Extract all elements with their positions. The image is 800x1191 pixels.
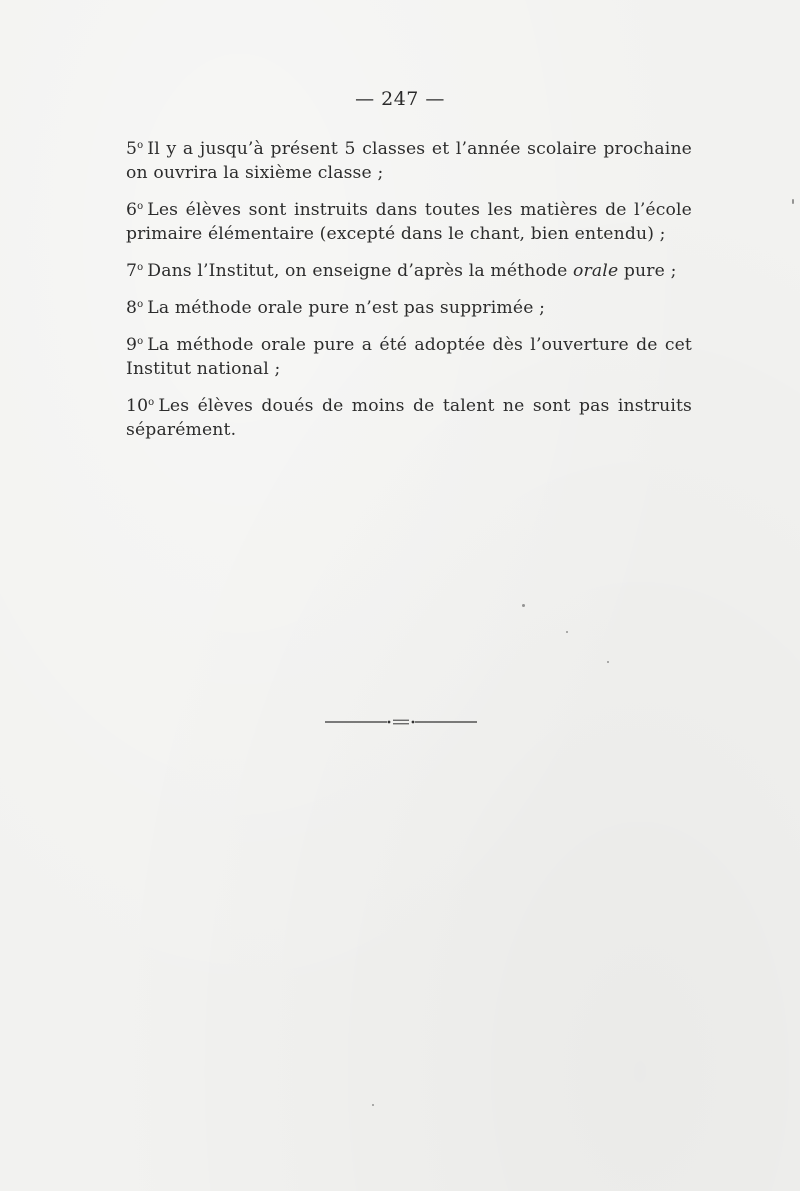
item-number: 8$^o$ [126,298,144,318]
item-text: Les élèves doués de moins de talent ne sont pas instruits séparément. [126,396,692,440]
item-number: 9$^o$ [126,335,144,355]
item-text: La méthode orale pure a été adoptée dès l’ouverture de cet Institut national ; [126,335,692,379]
list-item [104,195,692,246]
paper-speck [792,199,794,204]
list-item [104,256,692,283]
item-number: 5$^o$ [126,139,144,159]
item-text: Il y a jusqu’à présent 5 classes et l’année scolaire prochaine on ouvrira la sixième classe ; [126,139,692,183]
item-number: 10$^o$ [126,396,155,416]
item-emphasis: orale [573,261,619,281]
item-number: 6$^o$ [126,200,144,220]
list-item [104,391,692,442]
paper-speck [566,631,568,633]
list-item [104,134,692,185]
paper-speck [607,661,609,663]
paper-speck [372,1104,374,1106]
item-text-after: pure ; [618,261,677,281]
body-text [104,134,692,452]
section-end-ornament [325,716,477,728]
list-item [104,293,692,320]
item-number: 7$^o$ [126,261,144,281]
item-text: La méthode orale pure n’est pas supprimée ; [147,298,546,318]
item-text: Dans l’Institut, on enseigne d’après la méthode [147,261,574,281]
page-number: — 247 — [355,88,445,110]
paper-speck [522,604,525,607]
item-text: Les élèves sont instruits dans toutes les matières de l’école primaire élémentaire (excepté dans le chant, bien entendu) ; [126,200,692,244]
list-item [104,330,692,381]
